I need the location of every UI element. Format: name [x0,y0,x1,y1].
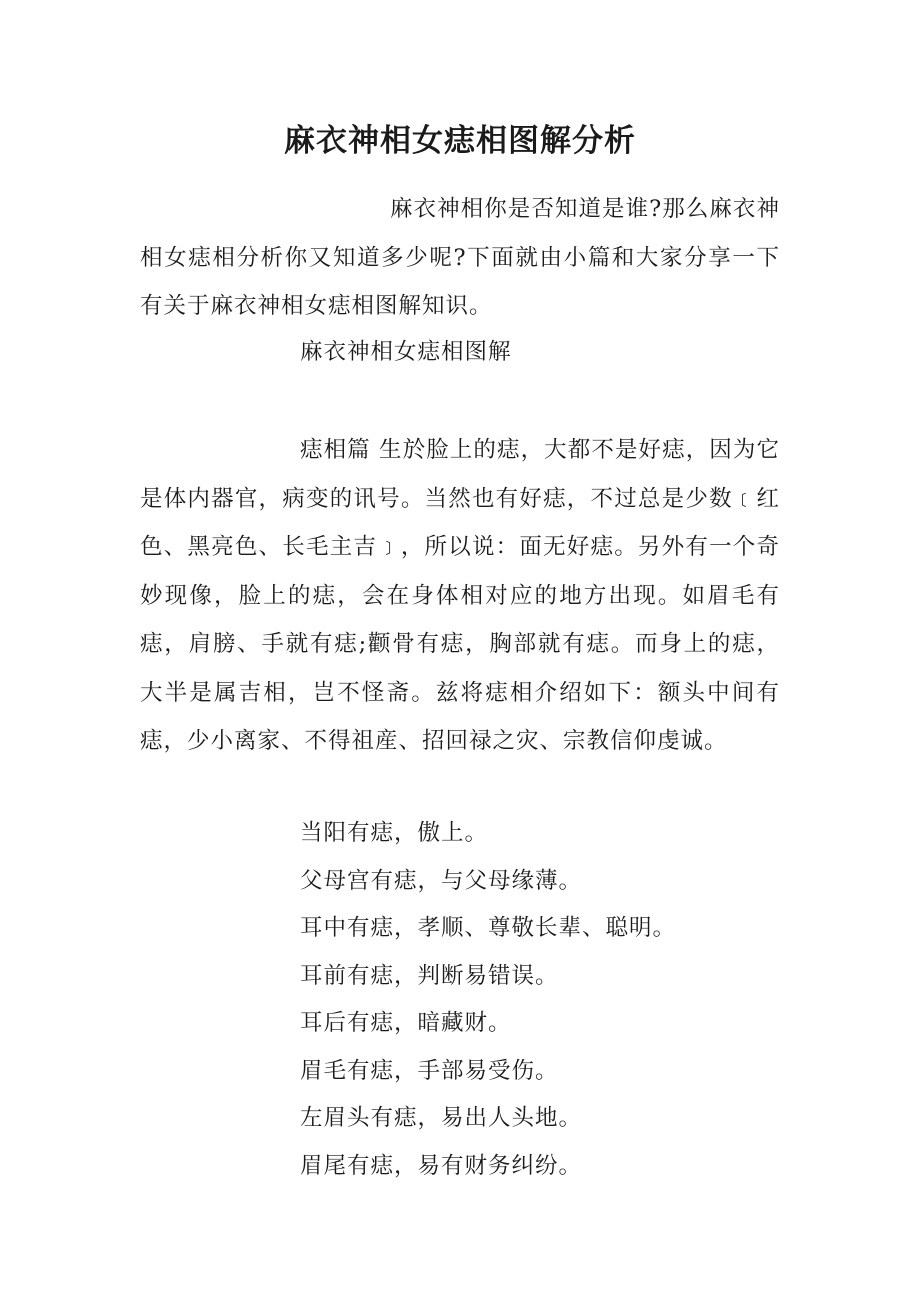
mole-list [300,810,676,1190]
list-item: 眉毛有痣，手部易受伤。 [300,1057,559,1084]
list-item: 左眉头有痣，易出人头地。 [300,1105,583,1131]
list-item: 眉尾有痣，易有财务纠纷。 [300,1152,583,1179]
page-title: 麻衣神相女痣相图解分析 [284,123,636,159]
list-item: 耳前有痣，判断易错误。 [300,962,559,989]
body-paragraph: 痣相篇 生於脸上的痣，大都不是好痣，因为它是体内器官，病变的讯号。当然也有好痣，不过总是少数﹝红色、黑亮色、长毛主吉﹞，所以说：面无好痣。另外有一个奇妙现像，脸上的痣，会在身体相对应的地方出现。如眉毛有痣，肩膀、手就有痣;颧骨有痣，胸部就有痣。而身上的痣，大半是属吉相，岂不怪斋。兹将痣相介绍如下：额头中间有痣，少小离家、不得祖産、招回禄之灾、宗教信仰虔诚。 [140,437,780,754]
intro-paragraph: 麻衣神相你是否知道是谁?那么麻衣神相女痣相分析你又知道多少呢?下面就由小篇和大家分享一下有关于麻衣神相女痣相图解知识。 [140,196,780,319]
list-item: 耳后有痣，暗藏财。 [300,1010,512,1036]
section-heading: 麻衣神相女痣相图解 [300,339,512,365]
list-item: 耳中有痣，孝顺、尊敬长辈、聪明。 [300,915,677,941]
list-item: 当阳有痣，傲上。 [300,820,489,846]
list-item: 父母宫有痣，与父母缘薄。 [300,867,583,894]
